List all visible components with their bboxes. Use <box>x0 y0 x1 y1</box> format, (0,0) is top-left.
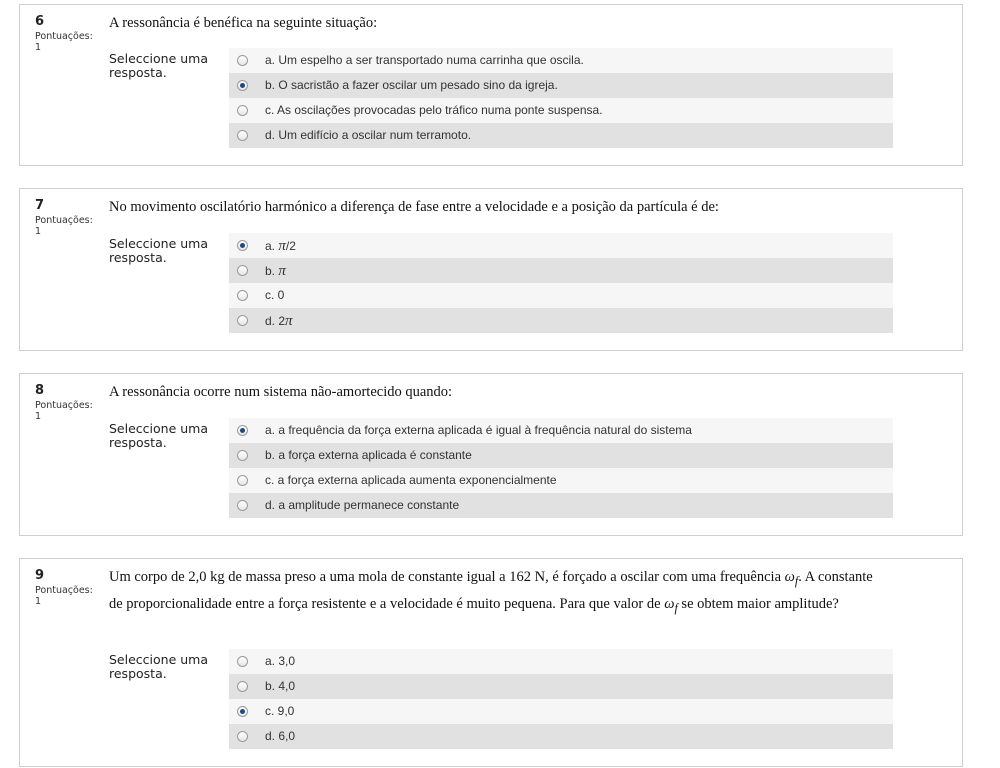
answer-option[interactable] <box>229 73 893 98</box>
question-9 <box>19 558 963 767</box>
answer-label[interactable]: d. Um edifício a oscilar num terramoto. <box>265 128 472 142</box>
radio-button[interactable] <box>237 656 248 667</box>
answer-label[interactable]: a. a frequência da força externa aplicada é igual à frequência natural do sistema <box>265 423 692 437</box>
question-number: 7 <box>35 198 45 213</box>
omega-subscript: f <box>674 600 678 615</box>
answer-label[interactable]: a. Um espelho a ser transportado numa carrinha que oscila. <box>265 53 584 67</box>
omega-symbol: ω <box>664 595 675 612</box>
select-answer-prompt: Seleccione uma resposta. <box>109 236 208 265</box>
question-number: 6 <box>35 14 45 29</box>
answer-label[interactable]: d. 6,0 <box>265 729 296 743</box>
answer-label[interactable] <box>265 238 296 255</box>
question-text-part: Um corpo de 2,0 kg de massa preso a uma mola de constante igual a 162 N, é forçado a oscilar com uma frequência <box>109 569 785 585</box>
question-marks <box>35 215 107 237</box>
option-prefix: b. <box>265 264 276 278</box>
radio-button-checked[interactable] <box>237 706 248 717</box>
answer-option[interactable] <box>229 649 893 674</box>
answer-option[interactable] <box>229 48 893 73</box>
marks-value: 1 <box>35 411 42 422</box>
answer-option[interactable] <box>229 468 893 493</box>
marks-value: 1 <box>35 42 42 53</box>
select-answer-prompt: Seleccione uma resposta. <box>109 652 208 681</box>
answer-label[interactable]: c. As oscilações provocadas pelo tráfico numa ponte suspensa. <box>265 103 603 117</box>
answer-label[interactable] <box>265 313 293 330</box>
radio-button[interactable] <box>237 681 248 692</box>
option-prefix: a. <box>265 239 276 253</box>
question-number: 8 <box>35 383 45 398</box>
answer-label[interactable]: c. 9,0 <box>265 704 295 718</box>
radio-button[interactable] <box>237 290 248 301</box>
answer-label[interactable]: a. 3,0 <box>265 654 296 668</box>
pi-symbol: π <box>285 313 293 329</box>
question-7 <box>19 188 963 351</box>
answer-list <box>229 233 893 333</box>
question-text-part: se obtem maior amplitude? <box>677 595 839 612</box>
marks-value: 1 <box>35 226 42 237</box>
radio-button-checked[interactable] <box>237 425 248 436</box>
answer-list <box>229 418 893 518</box>
omega-symbol: ω <box>784 569 795 585</box>
answer-option[interactable] <box>229 123 893 148</box>
radio-button[interactable] <box>237 55 248 66</box>
marks-label: Pontuações: <box>35 31 93 42</box>
question-text-part: . A constante de proporcionalidade entre a força resistente e a velocidade é muito pequena. Para que valor de <box>109 569 873 612</box>
marks-value: 1 <box>35 596 42 607</box>
radio-button[interactable] <box>237 315 248 326</box>
question-text <box>109 566 879 620</box>
answer-option[interactable] <box>229 493 893 518</box>
question-number: 9 <box>35 568 45 583</box>
answer-option[interactable] <box>229 699 893 724</box>
radio-button[interactable] <box>237 105 248 116</box>
marks-label: Pontuações: <box>35 585 93 596</box>
answer-list <box>229 649 893 749</box>
select-answer-prompt: Seleccione uma resposta. <box>109 421 208 450</box>
radio-button[interactable] <box>237 450 248 461</box>
question-6 <box>19 4 963 166</box>
option-suffix: /2 <box>285 239 296 253</box>
pi-symbol: π <box>278 263 286 279</box>
answer-label[interactable]: c. a força externa aplicada aumenta exponencialmente <box>265 473 557 487</box>
answer-option[interactable] <box>229 443 893 468</box>
radio-button-checked[interactable] <box>237 80 248 91</box>
answer-label[interactable]: b. 4,0 <box>265 679 296 693</box>
answer-option[interactable] <box>229 98 893 123</box>
option-prefix: d. 2 <box>265 314 286 328</box>
question-text: A ressonância é benéfica na seguinte situação: <box>109 15 378 31</box>
answer-option[interactable] <box>229 233 893 258</box>
question-marks <box>35 585 107 607</box>
marks-label: Pontuações: <box>35 215 93 226</box>
answer-option[interactable] <box>229 283 893 308</box>
answer-label[interactable]: d. a amplitude permanece constante <box>265 498 460 512</box>
question-marks <box>35 400 107 422</box>
radio-button[interactable] <box>237 731 248 742</box>
marks-label: Pontuações: <box>35 400 93 411</box>
answer-option[interactable] <box>229 258 893 283</box>
answer-option[interactable] <box>229 418 893 443</box>
radio-button-checked[interactable] <box>237 240 248 251</box>
answer-label[interactable] <box>265 263 286 280</box>
answer-option[interactable] <box>229 308 893 333</box>
pi-symbol: π <box>278 238 286 254</box>
question-text: A ressonância ocorre num sistema não-amortecido quando: <box>109 384 453 400</box>
question-marks <box>35 31 107 53</box>
answer-label[interactable]: b. O sacristão a fazer oscilar um pesado sino da igreja. <box>265 78 558 92</box>
question-text: No movimento oscilatório harmónico a diferença de fase entre a velocidade e a posição da partícula é de: <box>109 199 719 215</box>
answer-option[interactable] <box>229 674 893 699</box>
radio-button[interactable] <box>237 500 248 511</box>
answer-label[interactable]: b. a força externa aplicada é constante <box>265 448 472 462</box>
question-8 <box>19 373 963 536</box>
radio-button[interactable] <box>237 265 248 276</box>
radio-button[interactable] <box>237 475 248 486</box>
radio-button[interactable] <box>237 130 248 141</box>
select-answer-prompt: Seleccione uma resposta. <box>109 51 208 80</box>
answer-option[interactable] <box>229 724 893 749</box>
answer-list <box>229 48 893 148</box>
omega-subscript: f <box>794 573 799 588</box>
answer-label[interactable]: c. 0 <box>265 288 285 302</box>
